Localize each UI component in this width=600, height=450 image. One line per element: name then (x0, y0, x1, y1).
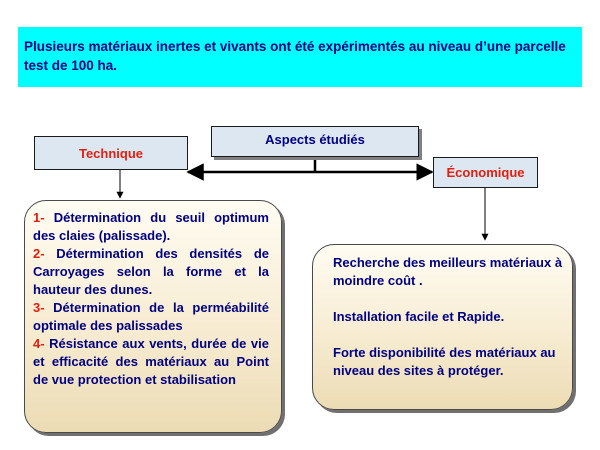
node-right-label: Économique (446, 165, 525, 180)
node-left-label: Technique (78, 145, 144, 161)
item-text: Résistance aux vents, durée de vie et efficacité des matériaux au Point de vue protection et stabilisation (33, 336, 269, 387)
technique-item-1 (33, 209, 269, 245)
intro-text: Plusieurs matériaux inertes et vivants ont été expérimentés au niveau d’une parcelle test de 100 ha. (24, 39, 566, 73)
item-number: 1- (33, 210, 45, 225)
technique-item-2 (33, 245, 269, 299)
item-number: 4- (33, 336, 45, 351)
node-economique (433, 157, 538, 188)
node-center-label: Aspects étudiés (265, 132, 365, 147)
economique-card (312, 244, 573, 410)
technique-item-4 (33, 335, 269, 389)
item-number: 3- (33, 300, 45, 315)
economique-item-3: Forte disponibilité des matériaux au niveau des sites à protéger. (333, 345, 556, 378)
technique-card (24, 200, 282, 433)
node-aspects-etudies (211, 126, 419, 157)
item-text: Détermination des densités de Carroyages selon la forme et la hauteur des dunes. (33, 246, 269, 297)
item-text: Détermination du seuil optimum des claies (palissade). (33, 210, 269, 243)
item-number: 2- (33, 246, 45, 261)
item-text: Détermination de la perméabilité optimale des palissades (33, 300, 269, 333)
economique-item-1: Recherche des meilleurs matériaux à moindre coût . (333, 255, 563, 288)
economique-item-2: Installation facile et Rapide. (333, 309, 505, 324)
technique-item-3 (33, 299, 269, 335)
node-technique (34, 136, 188, 170)
